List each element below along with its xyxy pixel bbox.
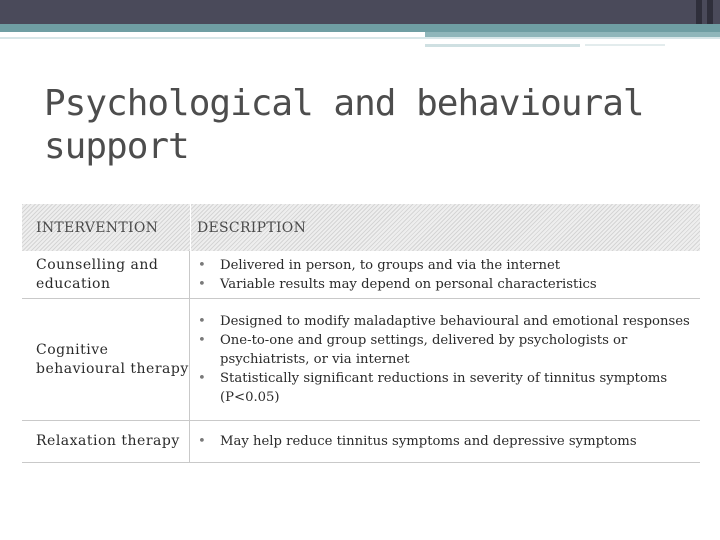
slide-title: Psychological and behavioural support: [44, 83, 644, 167]
bullet-item: [198, 256, 700, 275]
description-cell: [190, 251, 700, 298]
top-dark-band: [0, 0, 720, 24]
bullet-text: Statistically significant reductions in severity of tinnitus symptoms (P<0.05): [220, 371, 668, 405]
bullet-item: [198, 369, 700, 407]
corner-accent: [696, 0, 702, 24]
intervention-cell: Counselling and education: [22, 251, 190, 298]
table-row: [22, 251, 700, 299]
bullet-text: Variable results may depend on personal characteristics: [220, 276, 597, 292]
bullet-text: Designed to modify maladaptive behavioural and emotional responses: [220, 314, 690, 329]
bullet-marker: •: [198, 314, 206, 329]
bullet-item: [198, 432, 700, 451]
thin-accent-line: [0, 37, 720, 39]
thin-accent-line: [425, 44, 580, 47]
bullet-marker: •: [198, 371, 206, 386]
description-cell: [190, 299, 700, 420]
bullet-item: [198, 331, 700, 369]
bullet-text: One-to-one and group settings, delivered by psychologists or psychiatrists, or via internet: [220, 333, 628, 367]
table-row: [22, 421, 700, 463]
bullet-text: Delivered in person, to groups and via the internet: [220, 257, 561, 273]
thin-accent-line: [585, 44, 665, 46]
table-row: [22, 299, 700, 421]
header-description: DESCRIPTION: [197, 219, 307, 236]
top-teal-band: [0, 24, 720, 32]
corner-accent: [707, 0, 713, 24]
description-cell: [190, 421, 700, 462]
intervention-cell: Cognitive behavioural therapy: [22, 299, 190, 420]
intervention-table: [22, 204, 700, 463]
bullet-text: May help reduce tinnitus symptoms and depressive symptoms: [220, 434, 637, 449]
bullet-marker: •: [198, 434, 206, 449]
intervention-cell: Relaxation therapy: [22, 421, 190, 462]
header-intervention: INTERVENTION: [36, 219, 159, 236]
bullet-item: [198, 312, 700, 331]
table-header: [22, 204, 700, 251]
bullet-marker: •: [198, 333, 206, 348]
bullet-marker: •: [198, 257, 206, 273]
bullet-marker: •: [198, 276, 206, 292]
bullet-item: [198, 275, 700, 294]
